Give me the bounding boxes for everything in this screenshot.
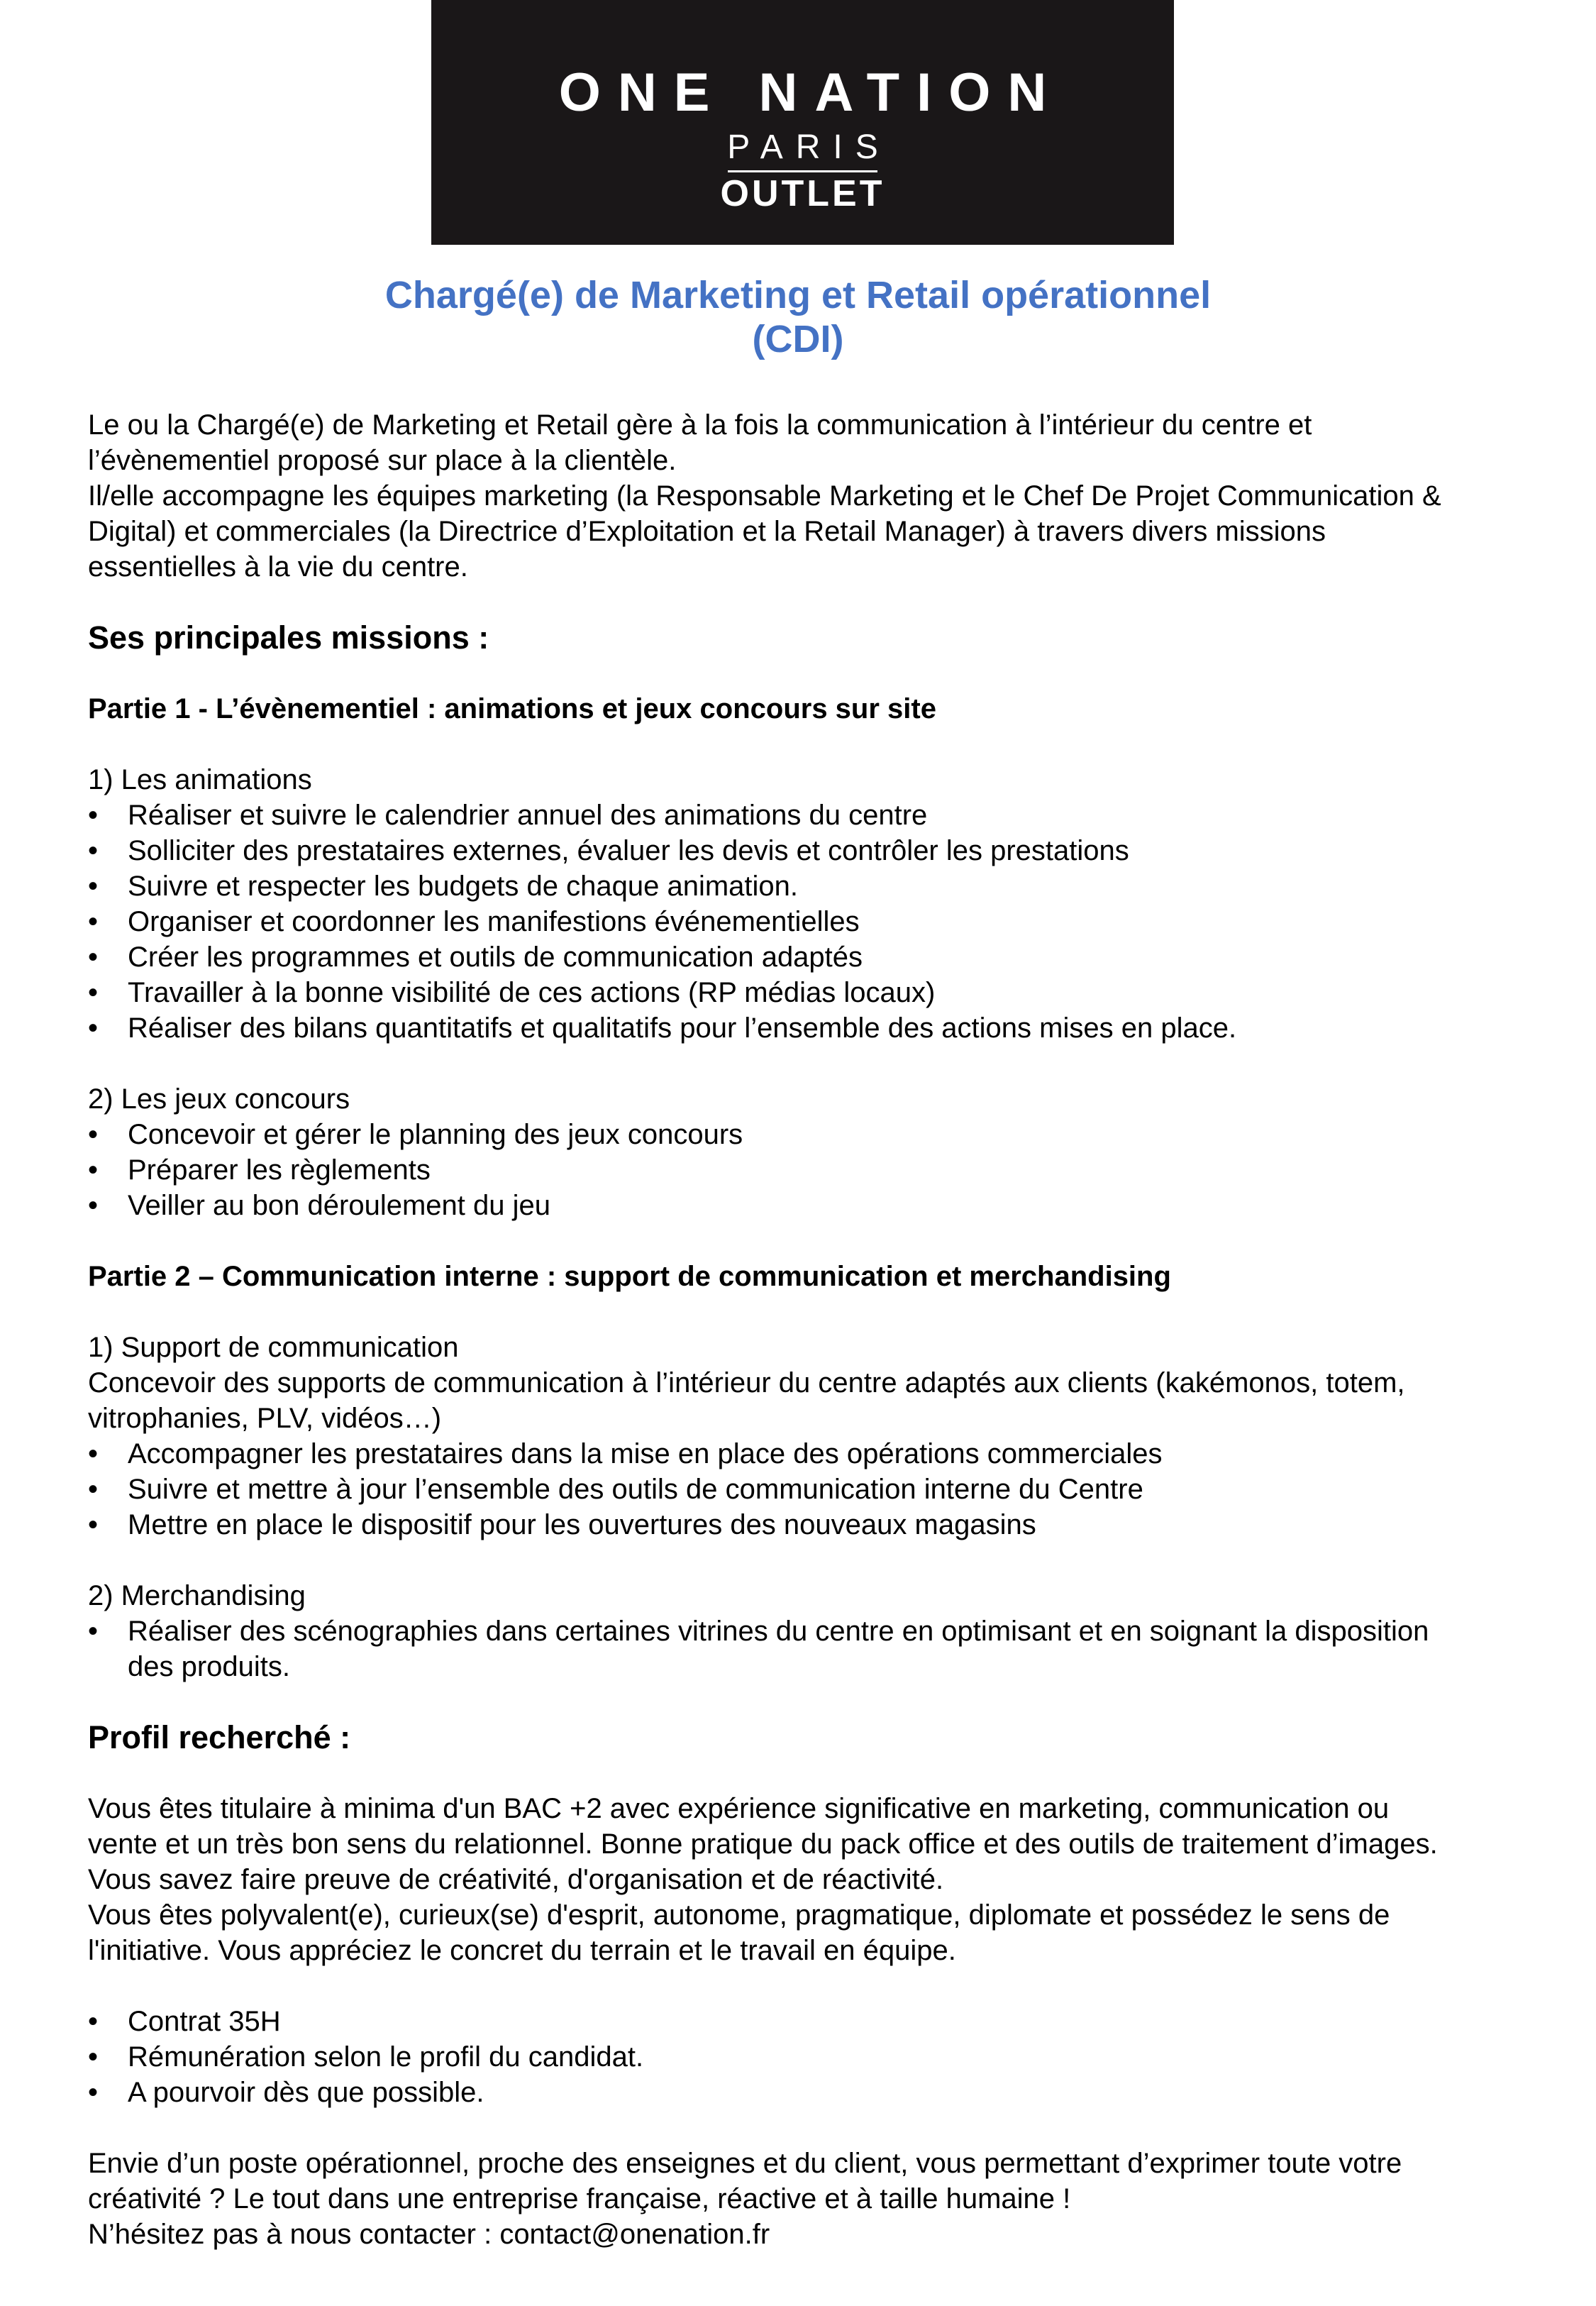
list-item: • Rémunération selon le profil du candidat. [88,2041,644,2073]
job-title [0,273,1596,361]
list-item: • Suivre et respecter les budgets de chaque animation. [88,871,799,902]
profile-line: Vous êtes titulaire à minima d'un BAC +2 avec expérience significative en marketing, communication ou [88,1793,1390,1824]
animations-label: 1) Les animations [88,764,312,795]
logo-outlet: OUTLET [720,173,885,214]
list-item: • Réaliser des scénographies dans certaines vitrines du centre en optimisant et en soignant la disposition [88,1616,1429,1647]
job-contract-type: (CDI) [752,318,844,360]
list-item: • Suivre et mettre à jour l’ensemble des outils de communication interne du Centre [88,1474,1143,1505]
list-item: • A pourvoir dès que possible. [88,2077,484,2108]
contests-label: 2) Les jeux concours [88,1083,350,1115]
support-desc-line: Concevoir des supports de communication à l’intérieur du centre adaptés aux clients (kakémonos, totem, [88,1367,1405,1399]
animations-list [88,798,1514,1046]
intro-line: Il/elle accompagne les équipes marketing (la Responsable Marketing et le Chef De Projet Communication & [88,480,1441,512]
logo-one-nation: ONE NATION [558,62,1064,123]
closing-line: Envie d’un poste opérationnel, proche des enseignes et du client, vous permettant d’exprimer toute votre [88,2148,1402,2179]
profile-line: Vous êtes polyvalent(e), curieux(se) d'esprit, autonome, pragmatique, diplomate et possédez le sens de [88,1899,1390,1931]
intro-line: l’évènementiel proposé sur place à la clientèle. [88,445,677,476]
list-item: • Créer les programmes et outils de communication adaptés [88,942,863,973]
closing-line: créativité ? Le tout dans une entreprise française, réactive et à taille humaine ! [88,2183,1071,2214]
list-item: • Solliciter des prestataires externes, évaluer les devis et contrôler les prestations [88,835,1129,866]
profile-line: vente et un très bon sens du relationnel. Bonne pratique du pack office et des outils de traitement d’images. [88,1828,1438,1860]
part2-title: Partie 2 – Communication interne : support de communication et merchandising [88,1261,1171,1292]
support-label: 1) Support de communication [88,1332,459,1363]
list-item: • Accompagner les prestataires dans la mise en place des opérations commerciales [88,1438,1163,1469]
contact-line: N’hésitez pas à nous contacter : contact@onenation.fr [88,2219,770,2250]
profile-heading: Profil recherché : [88,1719,351,1755]
list-item: des produits. [128,1651,291,1682]
intro-line: Le ou la Chargé(e) de Marketing et Retail gère à la fois la communication à l’intérieur du centre et [88,409,1312,441]
merch-list [88,1613,1514,1684]
support-list [88,1436,1514,1543]
missions-heading: Ses principales missions : [88,619,489,656]
list-item: • Veiller au bon déroulement du jeu [88,1190,550,1221]
profile-line: Vous savez faire preuve de créativité, d'organisation et de réactivité. [88,1864,944,1895]
list-item: • Réaliser des bilans quantitatifs et qualitatifs pour l’ensemble des actions mises en place. [88,1013,1237,1044]
list-item: • Travailler à la bonne visibilité de ces actions (RP médias locaux) [88,977,936,1008]
profile-line: l'initiative. Vous appréciez le concret du terrain et le travail en équipe. [88,1935,956,1966]
conditions-list [88,2004,1514,2110]
list-item: • Mettre en place le dispositif pour les ouvertures des nouveaux magasins [88,1509,1036,1540]
intro-line: Digital) et commerciales (la Directrice d’Exploitation et la Retail Manager) à travers divers missions [88,516,1326,547]
part1-title: Partie 1 - L’évènementiel : animations et jeux concours sur site [88,693,936,724]
list-item: • Réaliser et suivre le calendrier annuel des animations du centre [88,800,928,831]
merch-label: 2) Merchandising [88,1580,306,1611]
job-description [88,407,1514,2252]
logo-paris: PARIS [727,128,891,166]
support-desc-line: vitrophanies, PLV, vidéos…) [88,1403,442,1434]
intro-line: essentielles à la vie du centre. [88,551,468,583]
list-item: • Contrat 35H [88,2006,281,2037]
contests-list [88,1117,1514,1223]
job-title-line: Chargé(e) de Marketing et Retail opérationnel [384,274,1212,316]
list-item: • Organiser et coordonner les manifestions événementielles [88,906,860,937]
list-item: • Préparer les règlements [88,1154,431,1186]
brand-logo [431,0,1174,245]
list-item: • Concevoir et gérer le planning des jeux concours [88,1119,743,1150]
